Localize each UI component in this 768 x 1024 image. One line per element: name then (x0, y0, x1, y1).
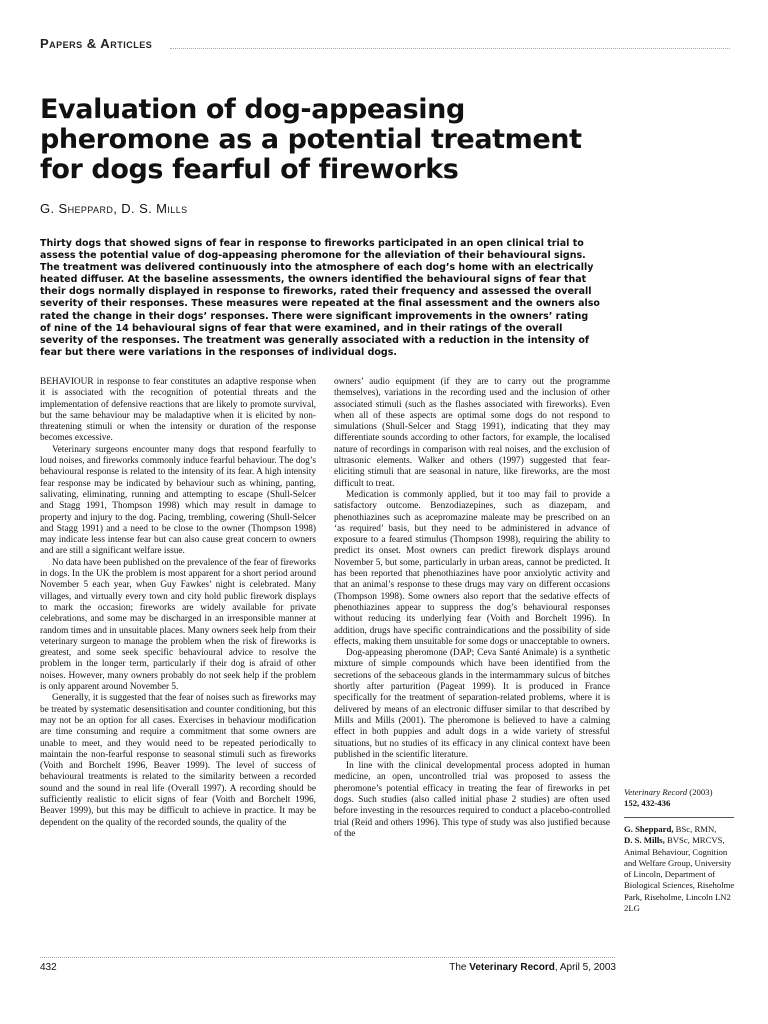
article-authors: G. Sheppard, D. S. Mills (40, 201, 188, 216)
citation-volume: 152, 432-436 (624, 798, 671, 809)
citation-block (624, 787, 736, 810)
author-degrees: BVSc, MRCVS, (664, 835, 725, 846)
body-paragraph: Generally, it is suggested that the fear of noises such as fireworks may be treated by systematic desensitisation and counter conditioning, but this may not be an option for all cases. Exercises in behaviour modification are time consuming and require a commitment that some owners are unable to meet, and they would need to be repeated periodically to maintain the non-fearful response to seasonal stimuli such as fireworks (Voith and Borchelt 1996, Beaver 1999). The level of success of behavioural treatments is related to the similarity between a recorded sound and the sound in real life (Overall 1997). A recording should be sufficiently realistic to elicit signs of fear (Voith and Borchelt 1996, Beaver 1999), but this may be difficult to achieve in practice. It may be dependent on the quality of the recorded sounds, the quality of the (40, 693, 316, 828)
section-header: Papers & Articles (40, 36, 153, 51)
citation-year: (2003) (687, 787, 713, 797)
body-paragraph: No data have been published on the prevalence of the fear of fireworks in dogs. In the UK the problem is most apparent for a short period around November 5 each year, when Guy Fawkes’ night is celebrated. Many villages, and virtually every town and city hold public firework displays to mark the occasion; fireworks are widely available for private celebrations, and some may be discharged in an irresponsible manner at random times and in unsuitable places. Many owners seek help from their veterinary surgeon to manage the problem when the risk of fireworks is greatest, and some seek specific behavioural advice to resolve the problem in the longer term, particularly if their dog is afraid of other noises. However, many owners probably do not seek help if the problem is only apparent around November 5. (40, 557, 316, 693)
page-number: 432 (40, 962, 57, 973)
header-divider (170, 48, 730, 49)
footer-journal (449, 962, 616, 973)
body-paragraph: Dog-appeasing pheromone (DAP; Ceva Santé Animale) is a synthetic mixture of simple compounds which have been identified from the secretions of the sebaceous glands in the intermammary sulcus of bitches shortly after parturition (Pageat 1999). It is produced in France specifically for the treatment of separation-related problems, where it is delivered by means of an electronic diffuser similar to that described by Mills and Mills (2001). The pheromone is believed to have a calming effect in both puppies and adult dogs in a wide variety of stressful situations, but no studies of its efficacy in any clinical context have been published in the scientific literature. (334, 648, 610, 760)
sidebar-divider (624, 817, 734, 818)
body-column-left (40, 377, 316, 829)
footer-journal-name: Veterinary Record (469, 962, 555, 973)
body-paragraph: Veterinary surgeons encounter many dogs that respond fearfully to loud noises, and fireworks commonly induce fearful behaviour. The dog’s behavioural response is related to the intensity of its fear. A high intensity fear response may be indicated by behaviour such as whining, panting, salivating, eliminating, running and attempting to escape (Shull-Selcer and Stagg 1991, Thompson 1998) which may result in damage to property and injury to the dog. Pacing, trembling, cowering (Shull-Selcer and Stagg 1991) and a need to be close to the owner (Thompson 1998) may indicate less intense fear but can also cause great concern to owners and are still a significant welfare issue. (40, 444, 316, 557)
body-paragraph: BEHAVIOUR in response to fear constitutes an adaptive response when it is associated with the recognition of potential threats and the implementation of defensive reactions that are likely to promote survival, but the same behaviour may be maladaptive when it is elicited by non-threatening stimuli or when the intensity or duration of the response becomes excessive. (40, 377, 316, 444)
footer-divider (40, 957, 615, 958)
author-name: G. Sheppard, (624, 824, 674, 834)
article-title: Evaluation of dog-appeasing pheromone as a potential treatment for dogs fearful of fireworks (40, 94, 582, 185)
body-paragraph: In line with the clinical developmental process adopted in human medicine, an open, uncontrolled trial was proposed to assess the pheromone’s potential efficacy in treating the fear of fireworks in pet dogs. Such studies (also called initial phase 2 studies) are often used before investing in the resources required to conduct a placebo-controlled trial (Reid and others 1996). This type of study was also justified because of the (334, 761, 610, 839)
citation-journal: Veterinary Record (624, 787, 688, 797)
footer-date: , April 5, 2003 (554, 962, 616, 973)
body-column-right (334, 377, 610, 840)
footer-journal-prefix: The (449, 962, 470, 973)
affiliation-address: Animal Behaviour, Cognition and Welfare Group, University of Lincoln, Department of Biological Sciences, Riseholme Park, Riseholme, Lincoln LN2 2LG (624, 846, 735, 914)
body-paragraph: Medication is commonly applied, but it too may fail to provide a satisfactory outcome. Benzodiazepines, such as diazepam, and phenothiazines such as acepromazine maleate may be prescribed on an ‘as required’ basis, but they need to be administered in advance of exposure to a feared stimulus (Thompson 1998), requiring the ability to predict its onset. Most owners can predict firework displays around November 5, but some, particularly in urban areas, cannot be predicted. It has been reported that phenothiazines have poor anxiolytic activity and that an animal’s response to these drugs may vary on different occasions (Thompson 1998). Some owners also report that the sedative effects of phenothiazines appear to suppress the dog’s behavioural responses without reducing its underlying fear (Voith and Borchelt 1996). In addition, drugs have specific contraindications and the possibility of side effects, making them unsuitable for some dogs or unacceptable to owners. (334, 489, 610, 647)
author-affiliation-block (624, 824, 736, 914)
body-paragraph: owners’ audio equipment (if they are to carry out the programme themselves), variations in the recording used and the inclusion of other associated stimuli (such as the flashes associated with fireworks). Even when all of these aspects are optimal some dogs do not respond to simulations (Shull-Selcer and Stagg 1991), indicating that they may differentiate sounds according to other factors, for example, the localised nature of recordings in comparison with real noises, and the exclusion of ultrasonic elements. Walker and others (1997) suggested that fear-eliciting stimuli that are seasonal in nature, like fireworks, are the most difficult to treat. (334, 377, 610, 489)
author-name: D. S. Mills, (624, 835, 665, 846)
author-degrees: BSc, RMN, (673, 824, 717, 834)
article-abstract: Thirty dogs that showed signs of fear in response to fireworks participated in an open clinical trial to assess the potential value of dog-appeasing pheromone for the alleviation of their behavioural signs. The treatment was delivered continuously into the atmosphere of each dog’s home with an electrically heated diffuser. At the baseline assessments, the owners identified the behavioural signs of fear that their dogs normally displayed in response to fireworks, rated their frequency and assessed the overall severity of their responses. These measures were repeated at the final assessment and the owners also rated the change in their dogs’ responses. There were significant improvements in the owners’ rating of nine of the 14 behavioural signs of fear that were examined, and in their ratings of the overall severity of the responses. The treatment was generally associated with a reduction in the intensity of fear but there were variations in the responses of individual dogs. (40, 238, 600, 358)
